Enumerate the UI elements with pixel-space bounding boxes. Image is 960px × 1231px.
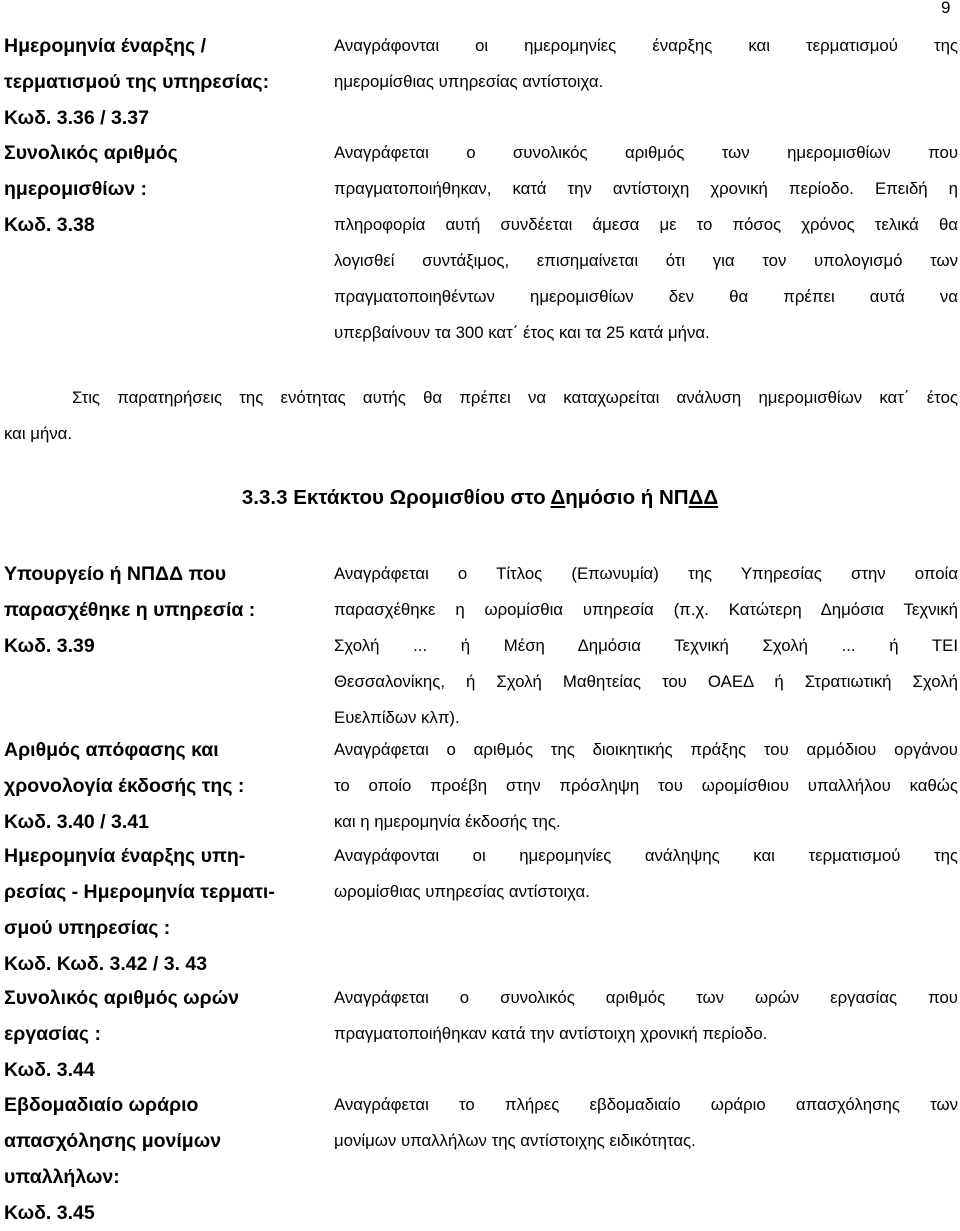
field-description bbox=[334, 838, 958, 910]
description-line: Αναγράφεται ο Τίτλος (Επωνυμία) της Υπηρεσίας στην οποία bbox=[334, 564, 958, 583]
field-label-line: υπαλλήλων: bbox=[4, 1166, 120, 1188]
description-line: πραγματοποιήθηκαν, κατά την αντίστοιχη χρονική περίοδο. Επειδή η bbox=[334, 179, 958, 198]
field-label-line: απασχόλησης μονίμων bbox=[4, 1130, 222, 1152]
heading-text: ημόσιο ή ΝΠ bbox=[565, 486, 689, 509]
field-label-line: σμού υπηρεσίας : bbox=[4, 917, 171, 939]
section-heading bbox=[0, 483, 960, 513]
field-label bbox=[4, 28, 304, 136]
description-line: Ευελπίδων κλπ). bbox=[334, 708, 460, 727]
heading-text-underlined: Δ bbox=[550, 486, 566, 509]
description-line: Αναγράφονται οι ημερομηνίες ανάληψης και τερματισμού της bbox=[334, 846, 958, 865]
description-line: και η ημερομηνία έκδοσής της. bbox=[334, 812, 561, 831]
description-line: Θεσσαλονίκης, ή Σχολή Μαθητείας του ΟΑΕΔ ή Στρατιωτική Σχολή bbox=[334, 672, 958, 691]
field-label bbox=[4, 732, 304, 840]
description-line: λογισθεί συντάξιμος, επισημαίνεται ότι για τον υπολογισμό των bbox=[334, 251, 958, 270]
description-line: Αναγράφονται οι ημερομηνίες έναρξης και τερματισμού της bbox=[334, 36, 958, 55]
description-line: παρασχέθηκε η ωρομίσθια υπηρεσία (π.χ. Κατώτερη Δημόσια Τεχνική bbox=[334, 600, 958, 619]
field-label bbox=[4, 980, 304, 1088]
field-label-line: Συνολικός αριθμός ωρών bbox=[4, 987, 240, 1009]
description-line: πραγματοποιήθηκαν κατά την αντίστοιχη χρονική περίοδο. bbox=[334, 1024, 768, 1043]
field-label-line: τερματισμού της υπηρεσίας: bbox=[4, 71, 270, 93]
field-description bbox=[334, 980, 958, 1052]
field-label-line: ρεσίας - Ημερομηνία τερματι- bbox=[4, 881, 275, 903]
field-label-line: Εβδομαδιαίο ωράριο bbox=[4, 1094, 199, 1116]
field-description bbox=[334, 1087, 958, 1159]
description-line: πληροφορία αυτή συνδέεται άμεσα με το πόσος χρόνος τελικά θα bbox=[334, 215, 958, 234]
note-line: και μήνα. bbox=[4, 424, 73, 443]
field-code: Κωδ. Κωδ. 3.42 / 3. 43 bbox=[4, 953, 208, 975]
description-line: ωρομίσθιας υπηρεσίας αντίστοιχα. bbox=[334, 882, 590, 901]
field-description bbox=[334, 732, 958, 840]
field-label-line: Ημερομηνία έναρξης υπη- bbox=[4, 845, 246, 867]
description-line: το οποίο προέβη στην πρόσληψη του ωρομίσθιου υπαλλήλου καθώς bbox=[334, 776, 958, 795]
description-line: πραγματοποιηθέντων ημερομισθίων δεν θα πρέπει αυτά να bbox=[334, 287, 958, 306]
field-label-line: χρονολογία έκδοσής της : bbox=[4, 775, 245, 797]
description-line: Αναγράφεται ο συνολικός αριθμός των ημερομισθίων που bbox=[334, 143, 958, 162]
field-description bbox=[334, 135, 958, 351]
field-label-line: παρασχέθηκε η υπηρεσία : bbox=[4, 599, 256, 621]
field-code: Κωδ. 3.36 / 3.37 bbox=[4, 107, 149, 129]
description-line: Αναγράφεται ο συνολικός αριθμός των ωρών εργασίας που bbox=[334, 988, 958, 1007]
field-code: Κωδ. 3.38 bbox=[4, 214, 95, 236]
heading-text: 3.3.3 Εκτάκτου Ωρομισθίου στο bbox=[241, 486, 551, 509]
field-label-line: Συνολικός αριθμός bbox=[4, 142, 178, 164]
field-label-line: Ημερομηνία έναρξης / bbox=[4, 35, 207, 57]
field-label bbox=[4, 1087, 304, 1231]
description-line: Σχολή ... ή Μέση Δημόσια Τεχνική Σχολή ... ή ΤΕΙ bbox=[334, 636, 958, 655]
page-number: 9 bbox=[941, 0, 951, 17]
heading-text-underlined: ΔΔ bbox=[688, 486, 719, 509]
description-line: μονίμων υπαλλήλων της αντίστοιχης ειδικότητας. bbox=[334, 1131, 696, 1150]
note-paragraph bbox=[0, 380, 958, 452]
field-code: Κωδ. 3.39 bbox=[4, 635, 95, 657]
field-description bbox=[334, 556, 958, 736]
field-label-line: εργασίας : bbox=[4, 1023, 101, 1045]
note-line: Στις παρατηρήσεις της ενότητας αυτής θα πρέπει να καταχωρείται ανάλυση ημερομισθίων κατ΄ έτος bbox=[72, 388, 958, 407]
field-code: Κωδ. 3.44 bbox=[4, 1059, 95, 1081]
field-code: Κωδ. 3.45 bbox=[4, 1202, 95, 1224]
field-label-line: Αριθμός απόφασης και bbox=[4, 739, 219, 761]
description-line: Αναγράφεται ο αριθμός της διοικητικής πράξης του αρμόδιου οργάνου bbox=[334, 740, 958, 759]
field-label bbox=[4, 556, 304, 664]
description-line: Αναγράφεται το πλήρες εβδομαδιαίο ωράριο απασχόλησης των bbox=[334, 1095, 958, 1114]
field-description bbox=[334, 28, 958, 100]
description-line: υπερβαίνουν τα 300 κατ΄ έτος και τα 25 κατά μήνα. bbox=[334, 323, 710, 342]
field-label bbox=[4, 135, 304, 243]
field-label bbox=[4, 838, 304, 982]
field-label-line: ημερομισθίων : bbox=[4, 178, 147, 200]
field-code: Κωδ. 3.40 / 3.41 bbox=[4, 811, 149, 833]
description-line: ημερομίσθιας υπηρεσίας αντίστοιχα. bbox=[334, 72, 604, 91]
field-label-line: Υπουργείο ή ΝΠΔΔ που bbox=[4, 563, 227, 585]
